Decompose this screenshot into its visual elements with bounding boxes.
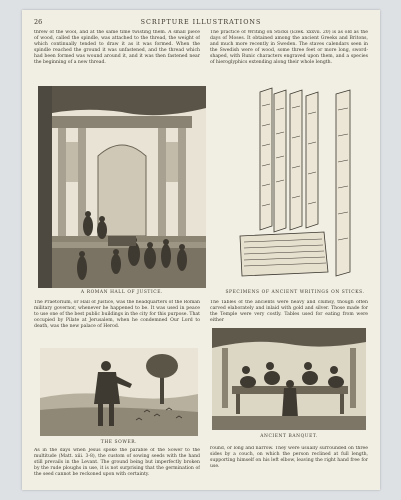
running-header [34, 18, 368, 28]
roman-hall-engraving [38, 86, 206, 288]
sower-caption: THE SOWER. [100, 440, 138, 445]
left-mid-paragraph: The Praetorium, or Hall of Justice, was the headquarters of the Roman military governor, whenever he happened to be. It was used in peace to use one of the best public buildings in the city for this purpose. That occupied by Pilate at Jerusalem, when he condemned Our Lord to death, was the new palace of Herod. [34, 300, 200, 330]
book-page [22, 10, 380, 490]
page-number: 26 [34, 18, 43, 26]
banquet-engraving [212, 328, 366, 430]
right-mid-paragraph: The Tables of the ancients were heavy and clumsy, though often carved elaborately and inlaid with gold and silver. Those made for the Temple were very costly. Tables used for eating from were either [210, 300, 368, 324]
sower-engraving [40, 348, 198, 436]
right-top-paragraph: The practice of Writing on Sticks (Ezek. xxxvii. 20) is as old as the days of Moses. It obtained among the ancient Greeks and Britons, and much more recently in Sweden. The staves calendars seen in the Swedish were of wood, some three feet or more long, sword-shaped, with Runic characters engraved upon them, and a species of hieroglyphics extending along their whole length. [210, 30, 368, 66]
left-top-paragraph: threw of the wool, and at the same time twisting them. A small piece of wood, called the spindle, was attached to the thread, the weight of which continually tended to draw it as it was formed. When the spindle reached the ground it was unfastened, and the thread which had been formed was wound around it, and it was then fastened near the beginning of a new thread. [34, 30, 200, 66]
running-title: SCRIPTURE ILLUSTRATIONS [140, 18, 262, 26]
banquet-caption: ANCIENT BANQUET. [260, 434, 318, 439]
writing-sticks-caption: SPECIMENS OF ANCIENT WRITINGS ON STICKS. [225, 290, 365, 295]
right-bottom-paragraph: round, or long and narrow. They were usually surrounded on three sides by a couch, on which the person reclined at full length, supporting himself on his left elbow, leaving the right hand free for use. [210, 446, 368, 470]
left-bottom-paragraph: As in the days when Jesus spoke the parable of the Sower to the multitude (Matt. xiii. 3-8), the custom of sowing seeds with the hand still prevails in the Levant. The ground being but imperfectly broken by the rude ploughs in use, it is not surprising that the germination of the seed cannot be reckoned upon with certainty. [34, 448, 200, 478]
roman-hall-caption: A ROMAN HALL OF JUSTICE. [80, 290, 164, 295]
writing-sticks-engraving [232, 86, 362, 286]
